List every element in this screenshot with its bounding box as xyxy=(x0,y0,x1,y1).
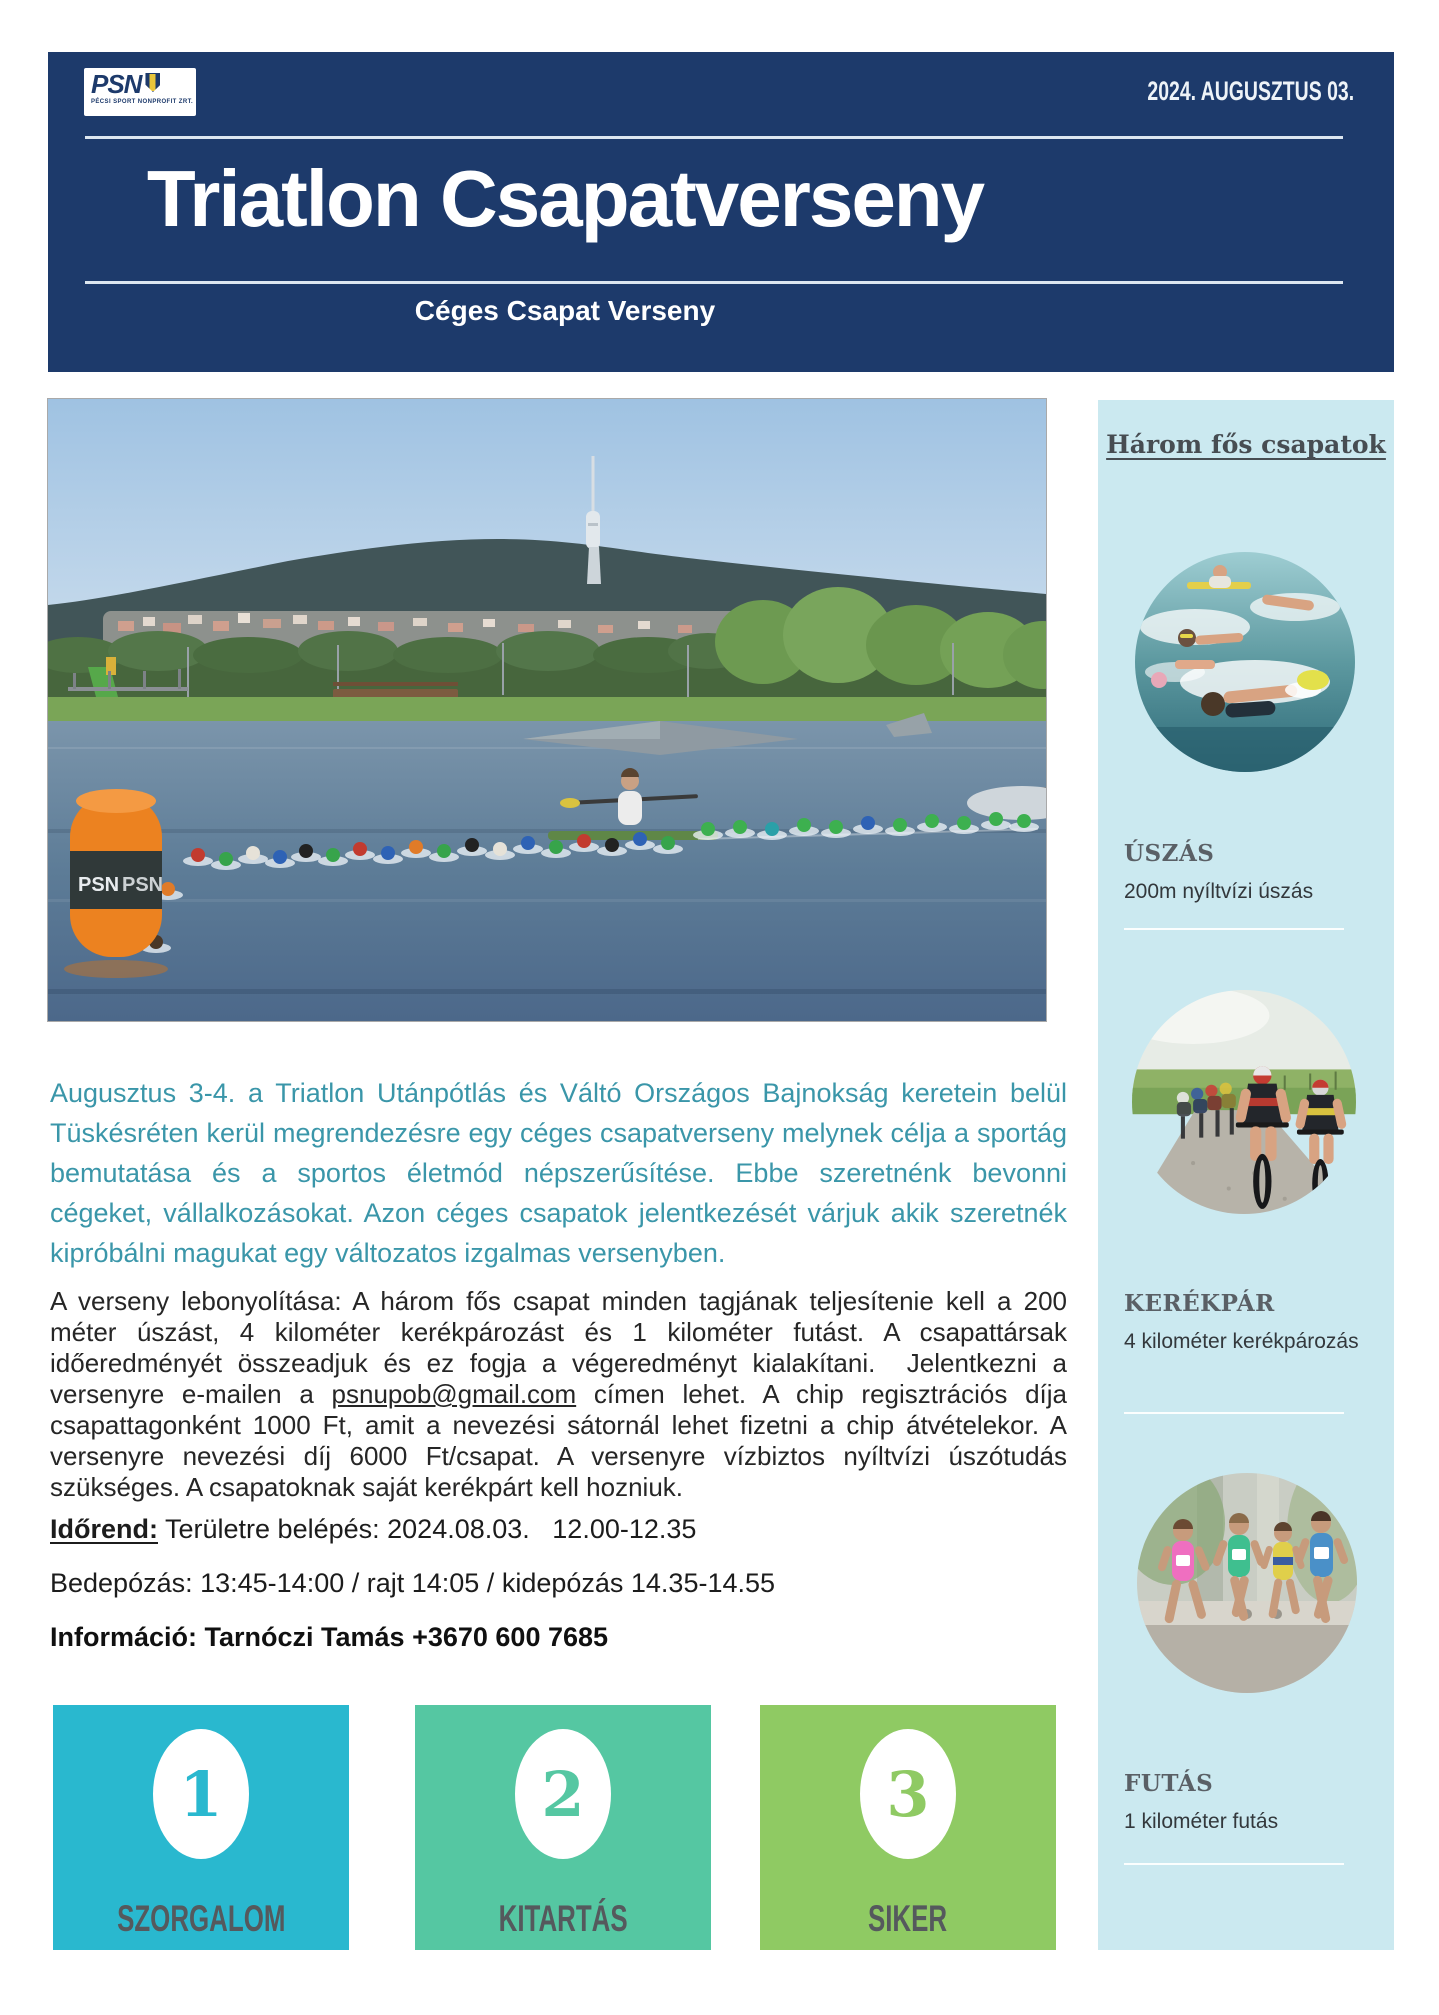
number-badge xyxy=(515,1729,611,1859)
value-box-label xyxy=(760,1898,1056,1940)
run-photo xyxy=(1137,1473,1357,1693)
details-text-after-email: címen lehet. A chip regisztrációs díja csapattagonként 1000 Ft, amit a nevezési sátornál lehet fizetni a chip átvételekor. A versenyre nevezési díj 6000 Ft/csapat. A versenyre vízbiztos nyíltvízi úszótudás szükséges. A csapatoknak saját kerékpárt kell hozniuk. xyxy=(50,1379,1067,1502)
value-box-label-text: SIKER xyxy=(868,1898,948,1939)
swim-title: ÚSZÁS xyxy=(1124,840,1215,867)
bike-title: KERÉKPÁR xyxy=(1124,1290,1275,1317)
psn-logo xyxy=(84,68,196,116)
swim-photo xyxy=(1135,552,1355,772)
header-divider-bottom xyxy=(85,281,1343,284)
sidebar xyxy=(1098,400,1394,1950)
value-box-3 xyxy=(760,1705,1056,1950)
number-badge xyxy=(153,1729,249,1859)
badge-number: 1 xyxy=(179,1757,223,1831)
value-box-label xyxy=(415,1898,711,1940)
value-box-label xyxy=(53,1898,349,1940)
psn-shield-icon xyxy=(145,73,160,92)
svg-text:PSN: PSN xyxy=(78,874,120,896)
schedule-line xyxy=(50,1514,696,1545)
hero-photo-illustration xyxy=(48,399,1046,1021)
svg-text:PSN: PSN xyxy=(122,874,164,896)
schedule-text: Területre belépés: 2024.08.03. 12.00-12.35 xyxy=(158,1514,697,1544)
schedule-label: Időrend: xyxy=(50,1514,158,1544)
sidebar-section-swim xyxy=(1124,840,1370,909)
sidebar-divider xyxy=(1124,1863,1344,1865)
value-box-label-text: KITARTÁS xyxy=(498,1898,628,1939)
header-banner xyxy=(48,52,1394,372)
event-date: 2024. AUGUSZTUS 03. xyxy=(1147,76,1354,106)
page-title: Triatlon Csapatverseny xyxy=(146,154,984,243)
intro-paragraph: Augusztus 3-4. a Triatlon Utánpótlás és Váltó Országos Bajnokság keretein belül Tüskésréten kerül megrendezésre egy céges csapatverseny melynek célja a sportág bemutatása és a sportos életmód népszerűsítése. Ebbe szeretnénk bevonni cégeket, vállalkozásokat. Azon céges csapatok jelentkezését várjuk akik szeretnék kipróbálni magukat egy változatos izgalmas versenyben. xyxy=(50,1078,1067,1268)
contact-info-line: Információ: Tarnóczi Tamás +3670 600 7685 xyxy=(50,1622,609,1652)
sidebar-divider xyxy=(1124,928,1344,930)
sidebar-divider xyxy=(1124,1412,1344,1414)
badge-number: 2 xyxy=(541,1757,585,1831)
details-text-before-email: A verseny lebonyolítása: A három fős csapat minden tagjának teljesítenie kell a 200 méter úszást, 4 kilométer kerékpározást és 1 kilométer futást. A csapattársak időeredményét összeadjuk és ez fogja a végeredményt kialakítani. Jelentkezni a versenyre e-mailen a xyxy=(50,1286,1067,1409)
sidebar-section-run xyxy=(1124,1770,1370,1839)
bike-description: 4 kilométer kerékpározás xyxy=(1124,1330,1359,1353)
page-subtitle: Céges Csapat Verseny xyxy=(414,295,716,326)
psn-logo-text: PSN xyxy=(91,69,142,99)
contact-email-link[interactable]: psnupob@gmail.com xyxy=(331,1379,577,1409)
pontoon-schedule-line: Bedepózás: 13:45-14:00 / rajt 14:05 / kidepózás 14.35-14.55 xyxy=(50,1568,776,1598)
sidebar-heading: Három fős csapatok xyxy=(1106,430,1386,459)
badge-number: 3 xyxy=(886,1757,930,1831)
sidebar-section-bike xyxy=(1124,1290,1370,1359)
number-badge xyxy=(860,1729,956,1859)
value-box-1 xyxy=(53,1705,349,1950)
value-box-2 xyxy=(415,1705,711,1950)
psn-logo-subtext: PÉCSI SPORT NONPROFIT ZRT. xyxy=(91,99,194,105)
bike-photo xyxy=(1132,990,1356,1214)
run-title: FUTÁS xyxy=(1124,1770,1214,1797)
value-box-label-text: SZORGALOM xyxy=(116,1898,286,1939)
run-description: 1 kilométer futás xyxy=(1124,1810,1279,1833)
swim-description: 200m nyíltvízi úszás xyxy=(1124,880,1314,903)
details-paragraph xyxy=(50,1286,1067,1503)
header-divider-top xyxy=(85,136,1343,139)
hero-photo xyxy=(47,398,1047,1022)
